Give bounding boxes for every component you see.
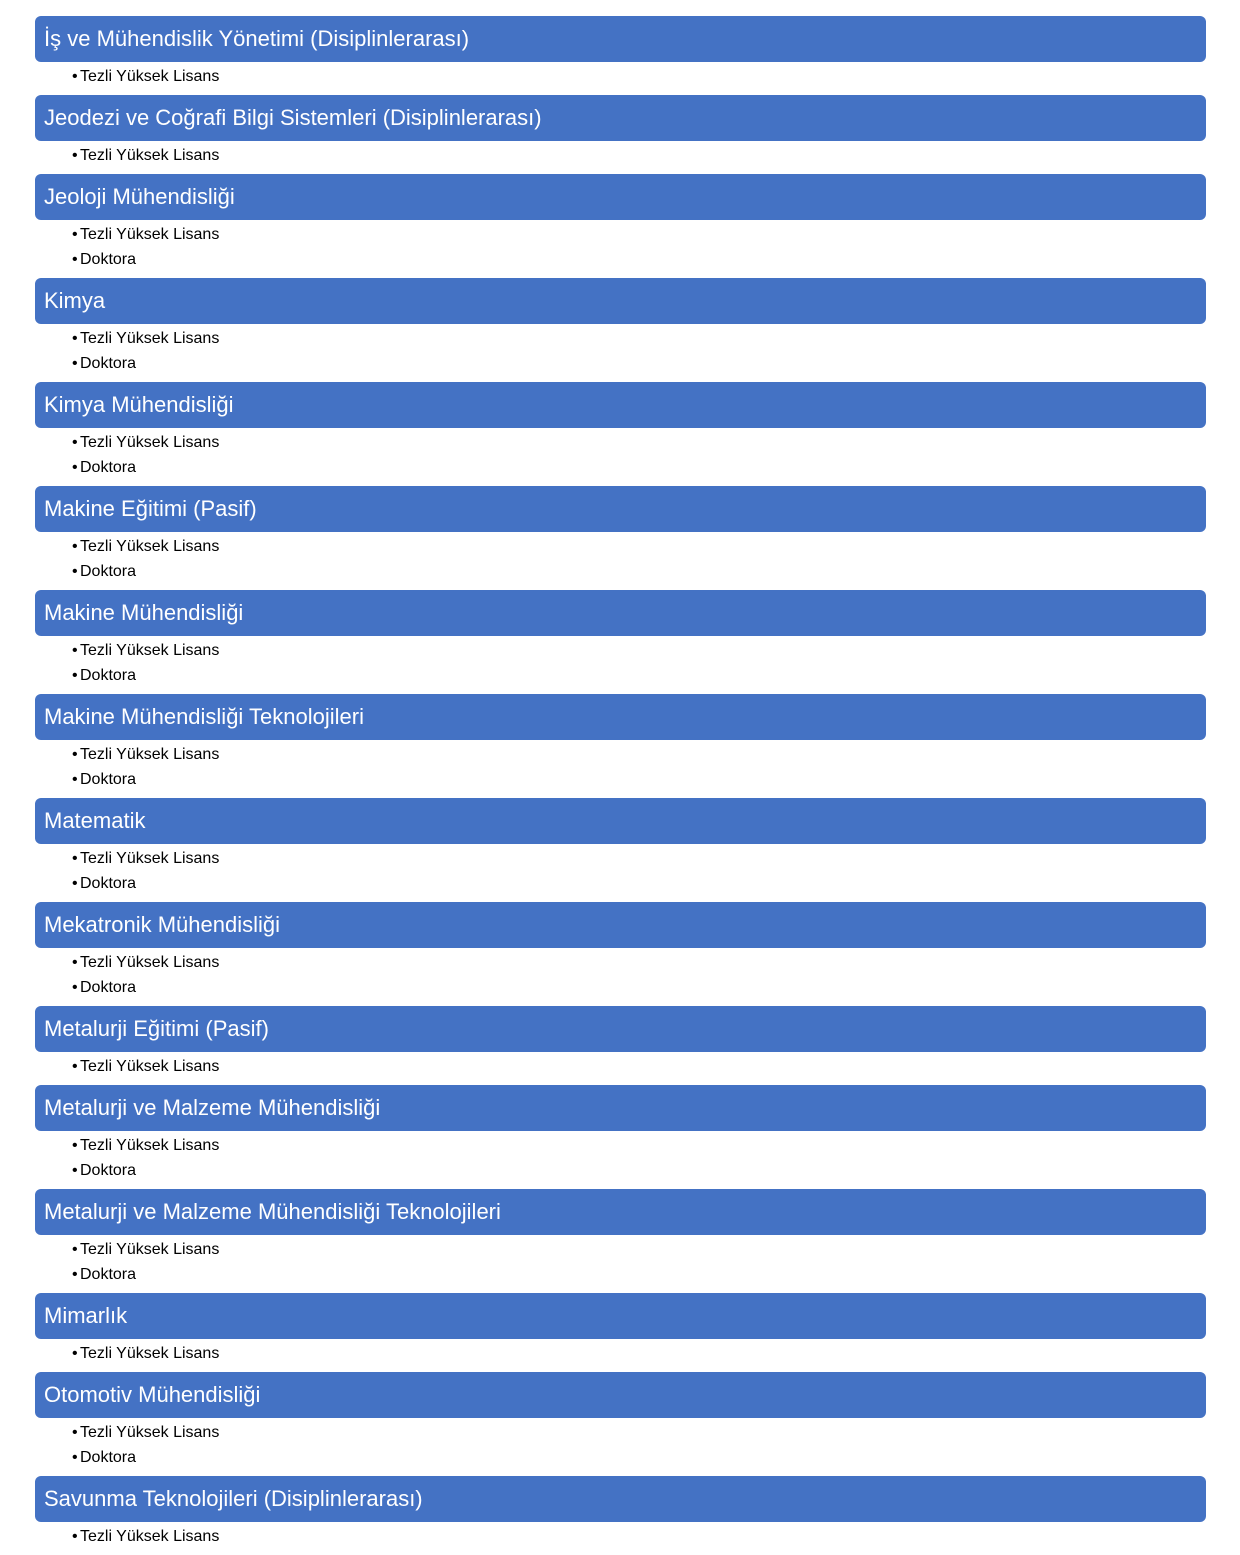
program-header: Metalurji ve Malzeme Mühendisliği [35, 1085, 1206, 1131]
bullet-icon: • [72, 746, 78, 763]
degree-label: Tezli Yüksek Lisans [80, 1345, 220, 1362]
program-section [35, 1476, 1206, 1555]
bullet-icon: • [72, 538, 78, 555]
program-header: Jeoloji Mühendisliği [35, 174, 1206, 220]
program-section [35, 1085, 1206, 1189]
program-section [35, 798, 1206, 902]
program-header: Savunma Teknolojileri (Disiplinlerarası) [35, 1476, 1206, 1522]
program-header: Jeodezi ve Coğrafi Bilgi Sistemleri (Disiplinlerarası) [35, 95, 1206, 141]
bullet-icon: • [72, 226, 78, 243]
degree-item [72, 1524, 1206, 1549]
degree-item [72, 559, 1206, 584]
program-section [35, 278, 1206, 382]
program-header: Metalurji Eğitimi (Pasif) [35, 1006, 1206, 1052]
degree-label: Doktora [80, 1162, 137, 1179]
degree-label: Tezli Yüksek Lisans [80, 954, 220, 971]
program-header: Kimya Mühendisliği [35, 382, 1206, 428]
degree-list [35, 740, 1206, 798]
degree-list [35, 532, 1206, 590]
program-section [35, 902, 1206, 1006]
bullet-icon: • [72, 251, 78, 268]
bullet-icon: • [72, 979, 78, 996]
bullet-icon: • [72, 1162, 78, 1179]
degree-item [72, 1054, 1206, 1079]
degree-item [72, 1133, 1206, 1158]
bullet-icon: • [72, 850, 78, 867]
bullet-icon: • [72, 642, 78, 659]
program-header: Makine Mühendisliği Teknolojileri [35, 694, 1206, 740]
bullet-icon: • [72, 875, 78, 892]
degree-label: Tezli Yüksek Lisans [80, 1137, 220, 1154]
program-section [35, 174, 1206, 278]
degree-list [35, 428, 1206, 486]
bullet-icon: • [72, 1241, 78, 1258]
degree-label: Tezli Yüksek Lisans [80, 1528, 220, 1545]
degree-label: Doktora [80, 771, 137, 788]
degree-item [72, 143, 1206, 168]
degree-list [35, 948, 1206, 1006]
program-section [35, 694, 1206, 798]
program-header: Makine Mühendisliği [35, 590, 1206, 636]
degree-item [72, 1445, 1206, 1470]
degree-label: Tezli Yüksek Lisans [80, 68, 220, 85]
degree-label: Doktora [80, 1266, 137, 1283]
degree-label: Doktora [80, 1449, 137, 1466]
program-section [35, 1372, 1206, 1476]
degree-label: Doktora [80, 251, 137, 268]
program-header: İş ve Mühendislik Yönetimi (Disiplinlerarası) [35, 16, 1206, 62]
degree-item [72, 846, 1206, 871]
degree-list [35, 1418, 1206, 1476]
program-header: Mimarlık [35, 1293, 1206, 1339]
program-header: Metalurji ve Malzeme Mühendisliği Teknolojileri [35, 1189, 1206, 1235]
degree-label: Tezli Yüksek Lisans [80, 850, 220, 867]
bullet-icon: • [72, 330, 78, 347]
degree-list [35, 1522, 1206, 1555]
program-section [35, 95, 1206, 174]
program-header: Mekatronik Mühendisliği [35, 902, 1206, 948]
degree-item [72, 222, 1206, 247]
degree-label: Tezli Yüksek Lisans [80, 434, 220, 451]
degree-item [72, 1237, 1206, 1262]
degree-list [35, 1339, 1206, 1372]
program-header: Kimya [35, 278, 1206, 324]
degree-label: Tezli Yüksek Lisans [80, 538, 220, 555]
bullet-icon: • [72, 68, 78, 85]
degree-label: Doktora [80, 667, 137, 684]
degree-label: Tezli Yüksek Lisans [80, 147, 220, 164]
bullet-icon: • [72, 459, 78, 476]
degree-item [72, 767, 1206, 792]
program-list [35, 16, 1206, 1555]
degree-list [35, 141, 1206, 174]
degree-item [72, 742, 1206, 767]
degree-list [35, 1052, 1206, 1085]
degree-item [72, 534, 1206, 559]
program-section [35, 1189, 1206, 1293]
degree-label: Tezli Yüksek Lisans [80, 746, 220, 763]
degree-list [35, 220, 1206, 278]
degree-item [72, 247, 1206, 272]
degree-list [35, 1235, 1206, 1293]
program-header: Makine Eğitimi (Pasif) [35, 486, 1206, 532]
program-section [35, 382, 1206, 486]
degree-label: Tezli Yüksek Lisans [80, 1058, 220, 1075]
degree-item [72, 326, 1206, 351]
program-section [35, 16, 1206, 95]
degree-list [35, 1131, 1206, 1189]
bullet-icon: • [72, 147, 78, 164]
program-section [35, 1006, 1206, 1085]
degree-label: Tezli Yüksek Lisans [80, 1241, 220, 1258]
degree-label: Doktora [80, 979, 137, 996]
bullet-icon: • [72, 1345, 78, 1362]
bullet-icon: • [72, 563, 78, 580]
degree-list [35, 62, 1206, 95]
degree-item [72, 351, 1206, 376]
degree-item [72, 663, 1206, 688]
program-section [35, 1293, 1206, 1372]
degree-label: Tezli Yüksek Lisans [80, 330, 220, 347]
bullet-icon: • [72, 355, 78, 372]
degree-item [72, 455, 1206, 480]
degree-item [72, 1341, 1206, 1366]
program-section [35, 486, 1206, 590]
program-header: Otomotiv Mühendisliği [35, 1372, 1206, 1418]
bullet-icon: • [72, 771, 78, 788]
degree-item [72, 1262, 1206, 1287]
bullet-icon: • [72, 1266, 78, 1283]
bullet-icon: • [72, 667, 78, 684]
program-section [35, 590, 1206, 694]
degree-item [72, 64, 1206, 89]
degree-item [72, 1158, 1206, 1183]
bullet-icon: • [72, 1528, 78, 1545]
program-header: Matematik [35, 798, 1206, 844]
degree-item [72, 871, 1206, 896]
degree-item [72, 638, 1206, 663]
degree-label: Doktora [80, 355, 137, 372]
bullet-icon: • [72, 1424, 78, 1441]
degree-item [72, 975, 1206, 1000]
degree-label: Tezli Yüksek Lisans [80, 226, 220, 243]
degree-item [72, 1420, 1206, 1445]
degree-item [72, 430, 1206, 455]
bullet-icon: • [72, 1449, 78, 1466]
degree-label: Doktora [80, 459, 137, 476]
bullet-icon: • [72, 434, 78, 451]
degree-label: Tezli Yüksek Lisans [80, 1424, 220, 1441]
degree-label: Tezli Yüksek Lisans [80, 642, 220, 659]
bullet-icon: • [72, 954, 78, 971]
degree-list [35, 324, 1206, 382]
degree-list [35, 636, 1206, 694]
degree-label: Doktora [80, 875, 137, 892]
degree-label: Doktora [80, 563, 137, 580]
bullet-icon: • [72, 1058, 78, 1075]
bullet-icon: • [72, 1137, 78, 1154]
degree-list [35, 844, 1206, 902]
degree-item [72, 950, 1206, 975]
